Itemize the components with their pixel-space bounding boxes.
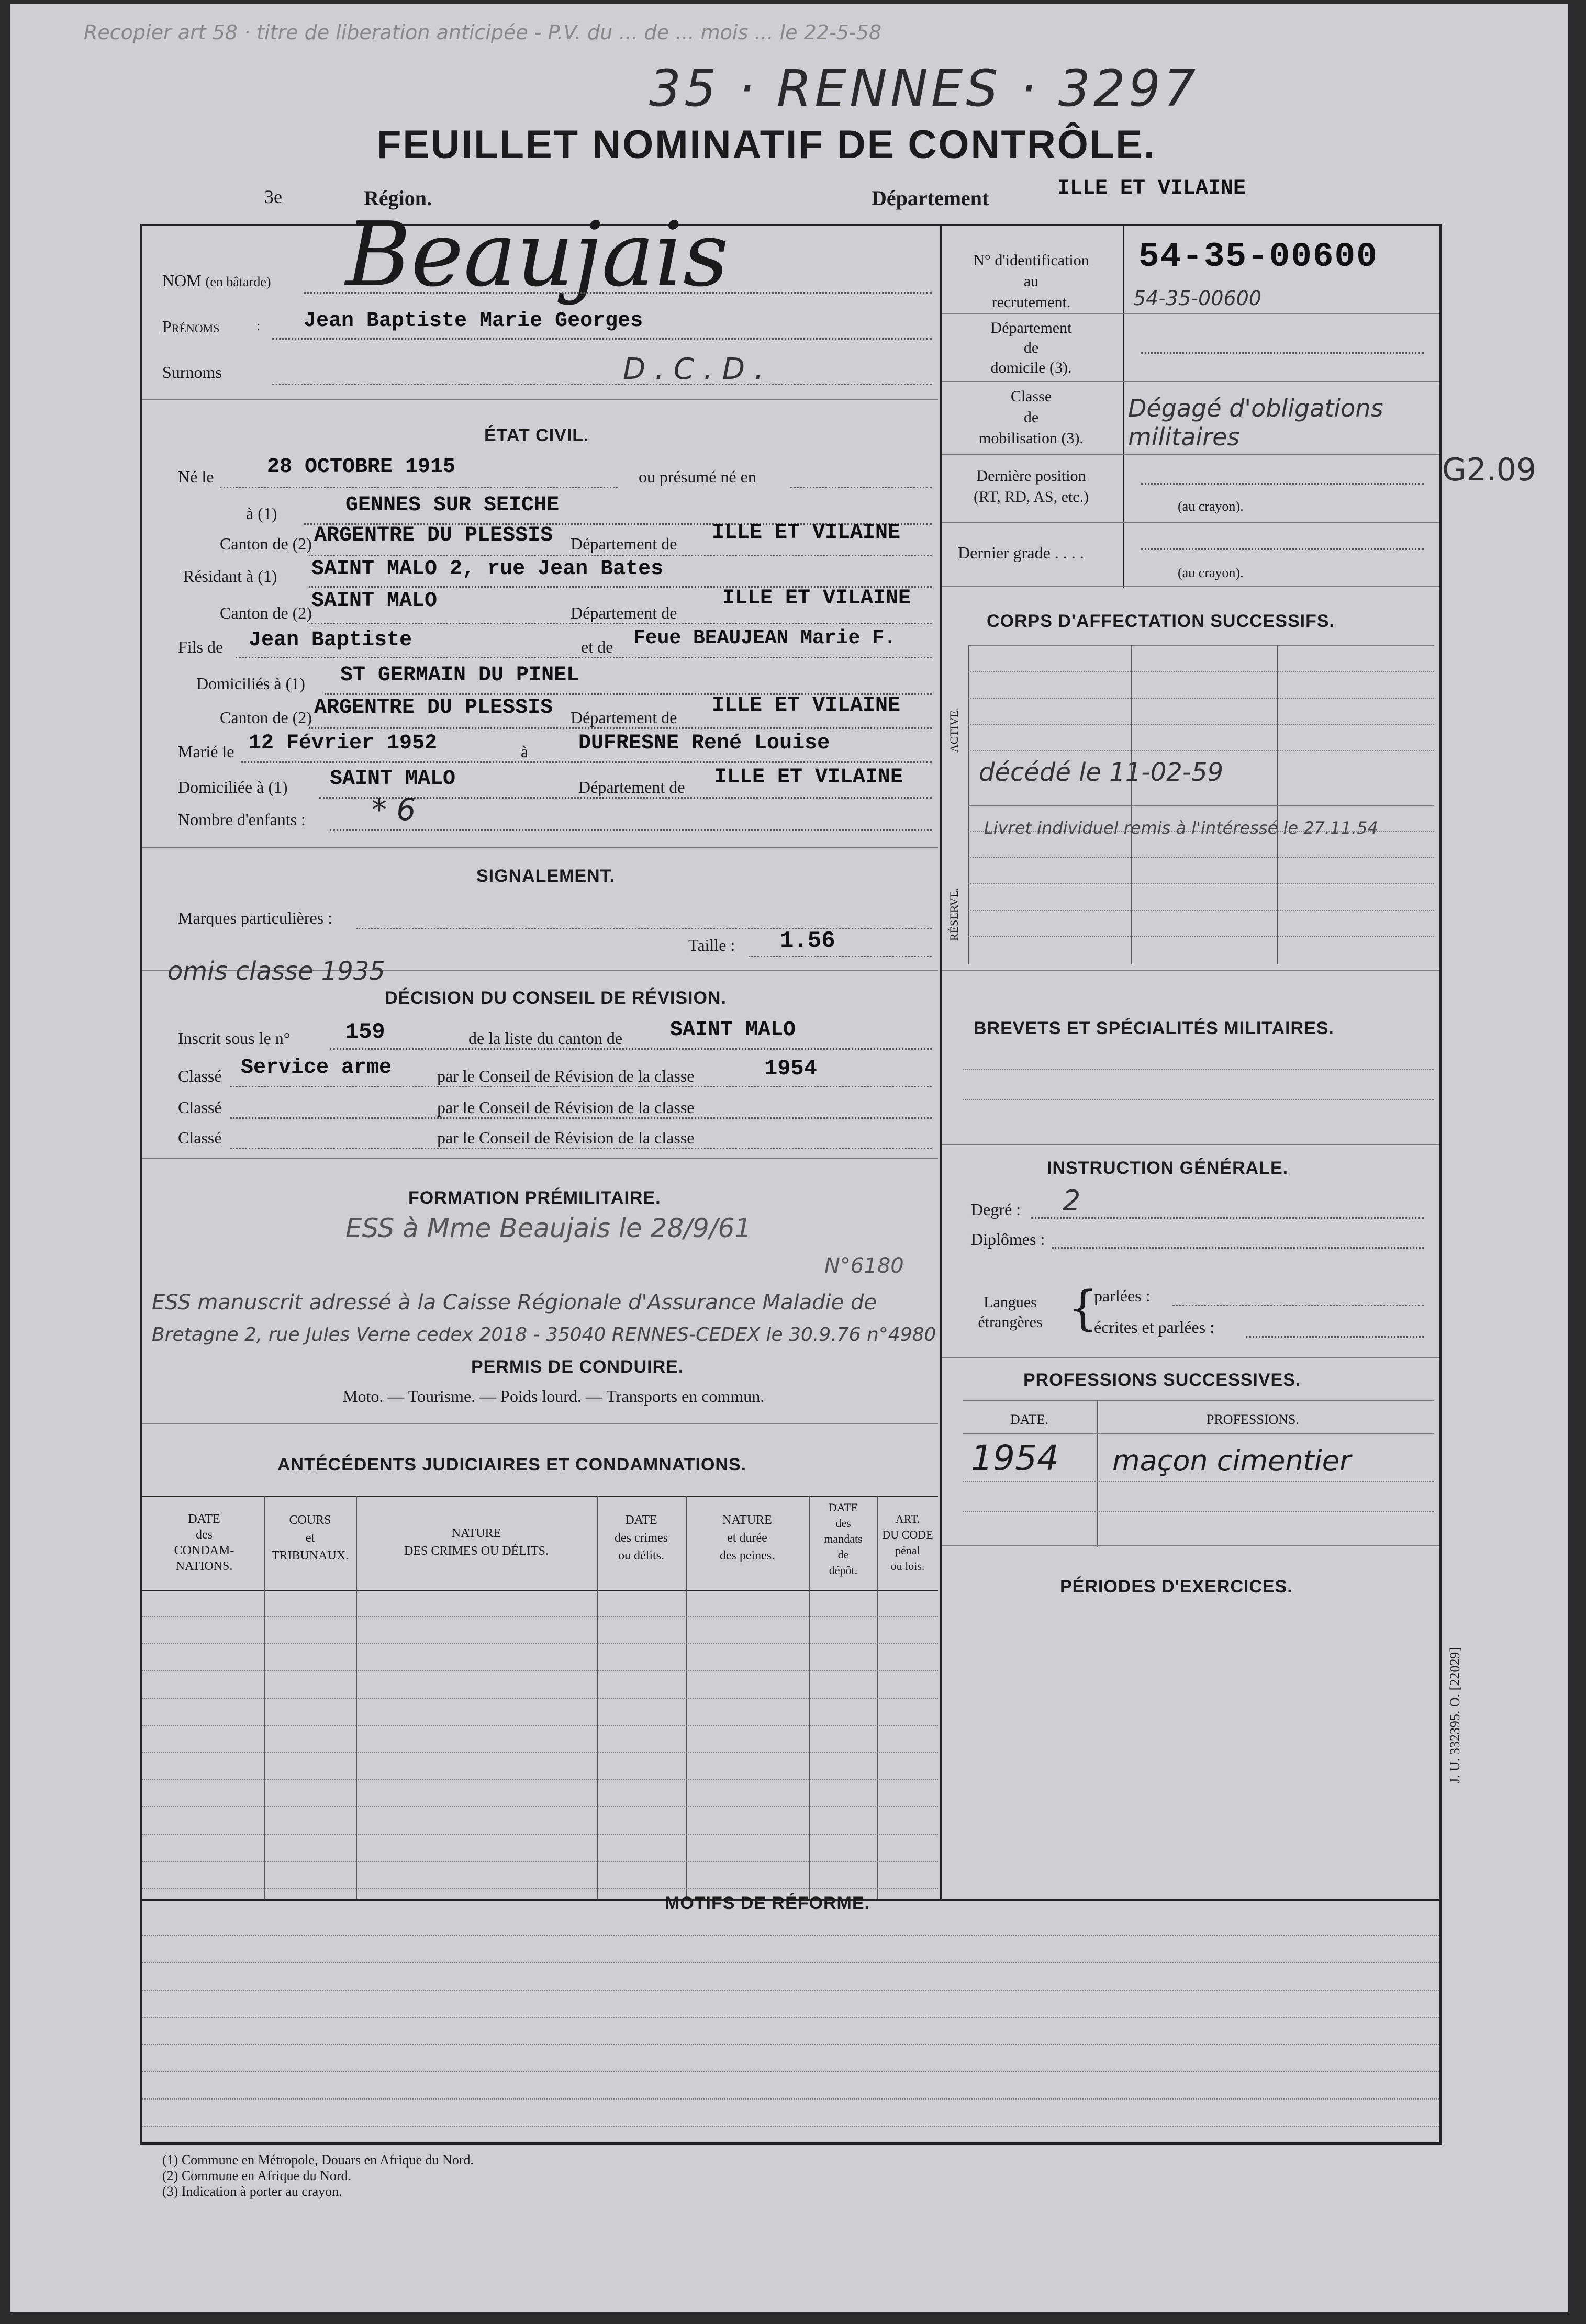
et-de-value: Feue BEAUJEAN Marie F.: [633, 627, 896, 649]
par-value: 1954: [764, 1056, 817, 1081]
prof-professions-column: PROFESSIONS.: [1207, 1412, 1300, 1427]
par3-label: par le Conseil de Révision de la classe: [437, 1128, 695, 1147]
margin-note: G2.09: [1442, 452, 1537, 488]
fils-label: Fils de: [178, 637, 224, 656]
fils-value: Jean Baptiste: [249, 628, 412, 652]
decede-note: décédé le 11-02-59: [979, 758, 1224, 787]
footnote-2: (2) Commune en Afrique du Nord.: [162, 2168, 352, 2183]
canton3-label: Canton de (2): [220, 708, 312, 727]
frame-right: [1439, 224, 1442, 2145]
form-title: FEUILLET NOMINATIF DE CONTRÔLE.: [377, 122, 1157, 167]
etat-civil-heading: ÉTAT CIVIL.: [484, 425, 589, 445]
prof-date-column: DATE.: [1010, 1412, 1048, 1427]
region-number: 3e: [264, 186, 282, 207]
col-article-code: ART. DU CODE pénal ou lois.: [882, 1512, 933, 1573]
reserve-label: RÉSERVE.: [947, 888, 960, 941]
col-date-crimes: DATE des crimes ou délits.: [615, 1513, 668, 1563]
premilitaire-note-3: ESS manuscrit adressé à la Caisse Régionale d'Assurance Maladie de: [152, 1290, 877, 1315]
col-nature-peines: NATURE et durée des peines.: [719, 1513, 775, 1563]
instruction-heading: INSTRUCTION GÉNÉRALE.: [1047, 1158, 1289, 1178]
dept4-label: Département de: [578, 778, 685, 796]
canton-value: ARGENTRE DU PLESSIS: [314, 524, 553, 547]
classe-mobilisation-value-2: militaires: [1128, 423, 1240, 451]
dernier-grade-label: Dernier grade . . . .: [958, 543, 1084, 562]
marie-a-label: à: [521, 742, 529, 761]
footnotes: [162, 2152, 474, 2199]
dept-value: ILLE ET VILAINE: [712, 521, 901, 545]
par2-label: par le Conseil de Révision de la classe: [437, 1098, 695, 1117]
canton2-value: SAINT MALO: [311, 589, 438, 613]
dept3-value: ILLE ET VILAINE: [712, 694, 901, 717]
parlees-label: parlées :: [1094, 1286, 1151, 1305]
col-cours-tribunaux: COURS et TRIBUNAUX.: [271, 1513, 349, 1563]
footnote-1: (1) Commune en Métropole, Douars en Afrique du Nord.: [162, 2152, 474, 2168]
motifs-heading: MOTIFS DE RÉFORME.: [665, 1893, 870, 1913]
active-label: ACTIVE.: [947, 707, 960, 753]
permis-heading: PERMIS DE CONDUIRE.: [471, 1357, 684, 1377]
canton2-label: Canton de (2): [220, 603, 312, 622]
marie-value: 12 Février 1952: [249, 732, 438, 755]
prenoms-label: Prénoms: [162, 317, 220, 336]
antecedents-heading: ANTÉCÉDENTS JUDICIAIRES ET CONDAMNATIONS.: [277, 1455, 747, 1475]
nom-label: NOM (en bâtarde): [162, 271, 271, 290]
signalement-heading: SIGNALEMENT.: [476, 866, 616, 886]
permis-options: Moto. — Tourisme. — Poids lourd. — Transports en commun.: [343, 1387, 765, 1406]
col-date-condamnations: DATE des CONDAM- NATIONS.: [174, 1512, 234, 1573]
top-margin-note: Recopier art 58 · titre de liberation anticipée - P.V. du ... de ... mois ... le 22-5-58: [84, 21, 881, 44]
form-sheet: Recopier art 58 · titre de liberation anticipée - P.V. du ... de ... mois ... le 22-5-58 35 · RENNES · 3297 FEUILLET NOMINATIF DE CONTRÔLE. 3e Région. Département ILLE ET VILAINE NOM (en bâtarde) Beaujais Prénoms : Jean Baptiste Marie Georges Surnoms D.C.D. ÉTAT CIVIL. Né le 28 OCTOBRE 1915 ou présumé né en à (1) GENNES SUR SEICHE Canton de (2) ARGENTRE DU PLESSIS Département de ILLE ET VILAINE Résidant à (1) SAINT MALO 2, rue Jean Bates Canton de (2) SAINT MALO Département de ILLE ET VILAINE Fils de Jean Baptiste et de Feue BEAUJEAN Marie F. Domiciliés à (1) ST GERMAIN DU PINEL Canton de (2) ARGENTRE DU PLESSIS Département de ILLE ET VILAINE Marié le 12 Février 1952 à DUFRESNE René Louise Domiciliée à (1) SAINT MALO Département de ILLE ET VILAINE Nombre d'enfants : * 6 SIGNALEMENT. Marques particulières : Taille : 1.56 omis classe 1935 DÉCISION DU CONSEIL DE RÉVISION. Inscrit sous le n° 159 de la liste du canton de SAINT MALO Classé Service arme par le Conseil de Révision de la classe 1954 Classé par le Conseil de Révision de la classe Classé par le Conseil de Révision de la classe FORMATION PRÉMILITAIRE. ESS à Mme Beaujais le 28/9/61 N°6180 ESS manuscrit adressé à la Caisse Régionale d'Assurance Maladie de Bretagne 2, rue Jules Verne cedex 2018 - 35040 RENNES-CEDEX le 30.9.76 n°4980 PERMIS DE CONDUIRE. Moto. — Tourisme. — Poids lourd. — Transports en commun. ANTÉCÉDENTS JUDICIAIRES ET CONDAMNATIONS. DATE des CONDAM- NATIONS. COURS et TRIBUNAUX. NATURE DES CRIMES OU DÉLITS. DATE des crimes ou délits. NATURE et durée des peines. DATE des mandats de dépôt. ART. DU CODE pénal ou lois. N° d'identification au recrutement. 54-35-00600 54-35-00600 Département de domicile (3). Classe de mobilisation (3). Dégagé d'obligations militaires Dernière position (RT, RD, AS, etc.) (au crayon). Dernier grade . . . . (au crayon). CORPS D'AFFECTATION SUCCESSIFS. ACTIVE. RÉSERVE. décédé le 11-02-59 Livret individuel remis à l'intéressé le 27.11.54 BREVETS ET SPÉCIALITÉS MILITAIRES. INSTRUCTION GÉNÉRALE. Degré : 2 Diplômes : Langues étrangères { parlées : écrites et parlées : PROFESSIONS SUCCESSIVES. DATE. PROFESSIONS. 1954 maçon cimentier PÉRIODES D'EXERCICES. J. U. 332395. O. [22029] G2.09 MOTIFS DE RÉFORME. (1) Commune en Métropole, Douars en Afrique du Nord. (2) Commune en Afrique du Nord. (3) Indication à porter au crayon.: [10, 4, 1568, 2312]
classe-mobilisation-value-1: Dégagé d'obligations: [1128, 394, 1383, 422]
domicilies-label: Domiciliés à (1): [196, 674, 305, 693]
classe-mobilisation-label: Classe de mobilisation (3).: [979, 388, 1084, 447]
premilitaire-note-2: N°6180: [824, 1254, 904, 1278]
domicilies-value: ST GERMAIN DU PINEL: [340, 664, 579, 687]
surnoms-label: Surnoms: [162, 363, 222, 381]
enfants-value: * 6: [372, 792, 416, 827]
canton3-value: ARGENTRE DU PLESSIS: [314, 696, 553, 720]
derniere-position-label: Dernière position (RT, RD, AS, etc.): [973, 467, 1089, 506]
brevets-heading: BREVETS ET SPÉCIALITÉS MILITAIRES.: [974, 1018, 1334, 1038]
col-nature-crimes: NATURE DES CRIMES OU DÉLITS.: [404, 1526, 549, 1558]
corps-heading: CORPS D'AFFECTATION SUCCESSIFS.: [987, 611, 1335, 631]
dept3-label: Département de: [571, 708, 677, 727]
enfants-label: Nombre d'enfants :: [178, 810, 306, 829]
id-value: 54-35-00600: [1138, 237, 1378, 276]
et-de-label: et de: [581, 637, 613, 656]
par-label: par le Conseil de Révision de la classe: [437, 1066, 695, 1085]
reserve-note: Livret individuel remis à l'intéressé le 27.11.54: [984, 818, 1378, 838]
id-label: N° d'identification au recrutement.: [973, 252, 1089, 311]
frame-divider: [940, 224, 942, 1899]
dept2-value: ILLE ET VILAINE: [722, 587, 911, 610]
prenoms-value: Jean Baptiste Marie Georges: [304, 309, 643, 333]
au-crayon-2: (au crayon).: [1178, 565, 1244, 580]
domiciliee-value: SAINT MALO: [330, 767, 456, 791]
degre-value: 2: [1063, 1184, 1081, 1217]
side-print-code: J. U. 332395. O. [22029]: [1447, 1647, 1462, 1783]
canton-label: Canton de (2): [220, 534, 312, 553]
footnote-3: (3) Indication à porter au crayon.: [162, 2184, 342, 2199]
liste-value: SAINT MALO: [670, 1018, 796, 1042]
omis-note: omis classe 1935: [167, 957, 385, 986]
premilitaire-note-1: ESS à Mme Beaujais le 28/9/61: [345, 1213, 752, 1243]
prof-value: maçon cimentier: [1112, 1444, 1352, 1477]
marie-a-value: DUFRESNE René Louise: [578, 732, 830, 755]
inscrit-value: 159: [345, 1019, 385, 1045]
liste-label: de la liste du canton de: [468, 1029, 623, 1048]
classe-value: Service arme: [241, 1056, 392, 1080]
id-value-handwritten: 54-35-00600: [1133, 287, 1262, 310]
dept2-label: Département de: [571, 603, 677, 622]
inscrit-label: Inscrit sous le n°: [178, 1029, 291, 1048]
ne-le-label: Né le: [178, 467, 214, 486]
premilitaire-note-4: Bretagne 2, rue Jules Verne cedex 2018 - 35040 RENNES-CEDEX le 30.9.76 n°4980: [152, 1324, 936, 1345]
classe2-label: Classé: [178, 1098, 222, 1117]
a-value: GENNES SUR SEICHE: [345, 493, 560, 517]
domiciliee-label: Domiciliée à (1): [178, 778, 288, 796]
langues-label: Langues étrangères: [978, 1294, 1043, 1331]
taille-value: 1.56: [780, 928, 835, 954]
resident-label: Résidant à (1): [183, 567, 277, 586]
professions-heading: PROFESSIONS SUCCESSIVES.: [1023, 1370, 1301, 1390]
ne-le-value: 28 OCTOBRE 1915: [267, 455, 456, 479]
revision-heading: DÉCISION DU CONSEIL DE RÉVISION.: [385, 988, 727, 1008]
marie-label: Marié le: [178, 742, 234, 761]
au-crayon-1: (au crayon).: [1178, 499, 1244, 514]
resident-value: SAINT MALO 2, rue Jean Bates: [311, 557, 664, 581]
frame-bottom: [140, 2142, 1442, 2145]
frame-left: [140, 224, 142, 2145]
classe3-label: Classé: [178, 1128, 222, 1147]
degre-label: Degré :: [971, 1200, 1021, 1219]
premilitaire-heading: FORMATION PRÉMILITAIRE.: [408, 1188, 661, 1208]
nom-value: Beaujais: [345, 203, 729, 307]
prof-date-value: 1954: [971, 1438, 1059, 1478]
surnoms-value: D.C.D.: [623, 352, 773, 386]
archive-reference: 35 · RENNES · 3297: [649, 59, 1199, 118]
ecrites-label: écrites et parlées :: [1094, 1318, 1215, 1337]
marques-label: Marques particulières :: [178, 908, 332, 927]
taille-label: Taille :: [688, 936, 735, 955]
col-date-mandats: DATE des mandats de dépôt.: [824, 1501, 863, 1577]
classe-label: Classé: [178, 1066, 222, 1085]
a-label: à (1): [246, 504, 277, 523]
dept4-value: ILLE ET VILAINE: [714, 766, 903, 789]
dept-label: Département de: [571, 534, 677, 553]
presume-label: ou présumé né en: [639, 467, 756, 486]
diplomes-label: Diplômes :: [971, 1230, 1045, 1249]
region-label: Région.: [364, 186, 432, 210]
dept-domicile-label: Département de domicile (3).: [990, 319, 1072, 376]
department-label: Département: [872, 186, 989, 210]
department-value: ILLE ET VILAINE: [1057, 177, 1246, 200]
periodes-heading: PÉRIODES D'EXERCICES.: [1060, 1577, 1293, 1597]
frame-top: [140, 224, 1442, 226]
